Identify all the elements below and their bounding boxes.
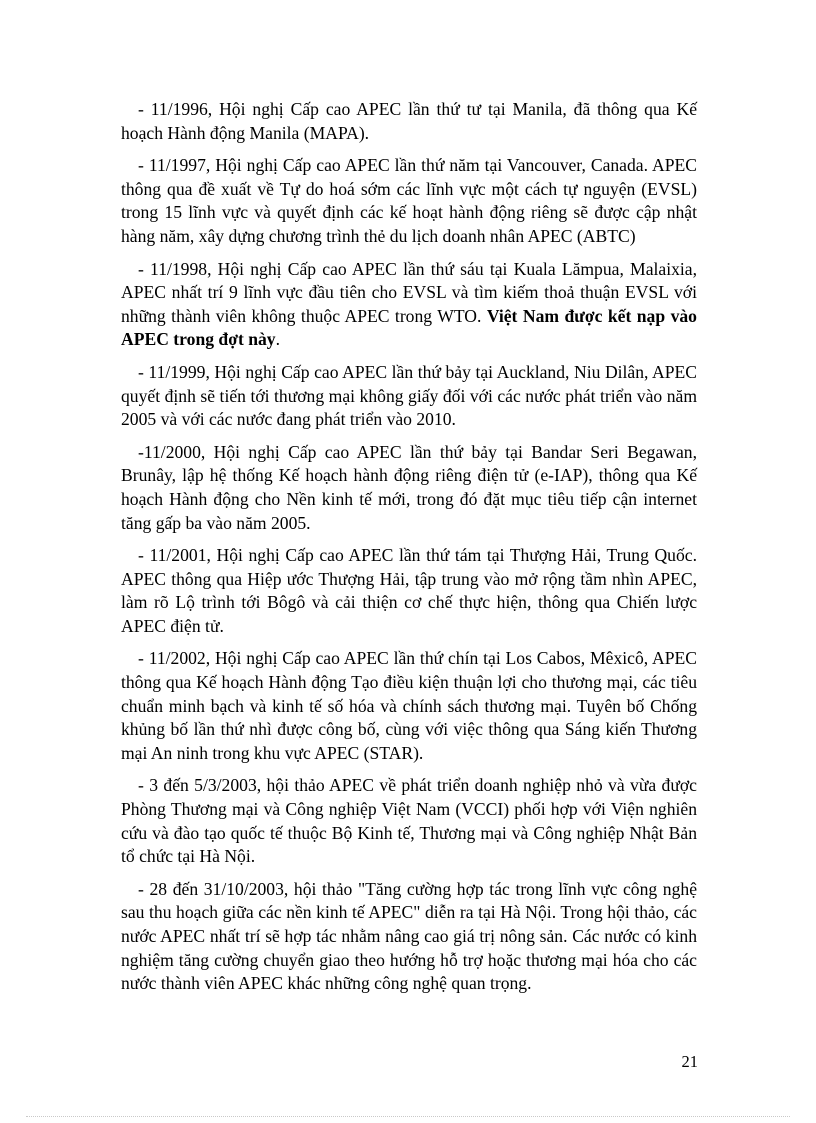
paragraph-march-2003 bbox=[121, 774, 697, 868]
paragraph-text: - 11/1998, Hội nghị Cấp cao APEC lần thứ sáu tại Kuala Lămpua, Malaixia, APEC nhất trí 9 lĩnh vực đầu tiên cho EVSL và tìm kiếm thoả thuận EVSL với những thành viên không thuộc APEC trong WTO. bbox=[121, 258, 697, 326]
paragraph-2001 bbox=[121, 544, 697, 638]
document-body bbox=[121, 98, 697, 1005]
paragraph-text: - 11/2002, Hội nghị Cấp cao APEC lần thứ chín tại Los Cabos, Mêxicô, APEC thông qua Kế hoạch Hành động Tạo điều kiện thuận lợi cho thương mại, các tiêu chuẩn minh bạch và kinh tế số hóa và chính sách thương mại. Tuyên bố Chống khủng bố lần thứ nhì được công bố, cùng với việc thông qua Sáng kiến Thương mại An ninh trong khu vực APEC (STAR). bbox=[121, 648, 697, 763]
paragraph-1996 bbox=[121, 98, 697, 145]
paragraph-text: - 11/1996, Hội nghị Cấp cao APEC lần thứ tư tại Manila, đã thông qua Kế hoạch Hành động Manila (MAPA). bbox=[121, 99, 697, 143]
paragraph-tail: . bbox=[275, 329, 280, 350]
paragraph-october-2003 bbox=[121, 878, 697, 996]
paragraph-1999 bbox=[121, 361, 697, 432]
paragraph-1997 bbox=[121, 154, 697, 248]
page-bottom-divider bbox=[26, 1116, 790, 1117]
paragraph-text: - 28 đến 31/10/2003, hội thảo "Tăng cường hợp tác trong lĩnh vực công nghệ sau thu hoạch giữa các nền kinh tế APEC" diễn ra tại Hà Nội. Trong hội thảo, các nước APEC nhất trí sẽ hợp tác nhằm nâng cao giá trị nông sản. Các nước có kinh nghiệm tăng cường chuyển giao theo hướng hỗ trợ hoặc thương mại hóa cho các nước thành viên APEC khác những công nghệ quan trọng. bbox=[121, 878, 697, 994]
paragraph-2000 bbox=[121, 441, 697, 535]
page-number: 21 bbox=[681, 1052, 698, 1071]
paragraph-text: -11/2000, Hội nghị Cấp cao APEC lần thứ bảy tại Bandar Seri Begawan, Brunây, lập hệ thống Kế hoạch hành động riêng điện tử (e-IAP), thông qua Kế hoạch Hành động cho Nền kinh tế mới, trong đó đặt mục tiêu tiếp cận internet tăng gấp ba vào năm 2005. bbox=[121, 441, 697, 533]
paragraph-1998 bbox=[121, 258, 697, 352]
paragraph-text: - 11/1997, Hội nghị Cấp cao APEC lần thứ năm tại Vancouver, Canada. APEC thông qua đề xuất về Tự do hoá sớm các lĩnh vực một cách tự nguyện (EVSL) trong 15 lĩnh vực và quyết định các kế hoạt hành động riêng sẽ được cập nhật hàng năm, xây dựng chương trình thẻ du lịch doanh nhân APEC (ABTC) bbox=[121, 155, 697, 246]
paragraph-bold-text: Việt Nam được kết nạp vào APEC trong đợt này bbox=[121, 305, 697, 350]
paragraph-2002 bbox=[121, 647, 697, 765]
paragraph-text: - 11/1999, Hội nghị Cấp cao APEC lần thứ bảy tại Auckland, Niu Dilân, APEC quyết định sẽ tiến tới thương mại không giấy đối với các nước phát triển vào năm 2005 và với các nước đang phát triển vào 2010. bbox=[121, 361, 697, 430]
paragraph-text: - 11/2001, Hội nghị Cấp cao APEC lần thứ tám tại Thượng Hải, Trung Quốc. APEC thông qua Hiệp ước Thượng Hải, tập trung vào mở rộng tầm nhìn APEC, làm rõ Lộ trình tới Bôgô và cải thiện cơ chế thực hiện, thông qua Chiến lược APEC điện tử. bbox=[121, 545, 697, 636]
paragraph-text: - 3 đến 5/3/2003, hội thảo APEC về phát triển doanh nghiệp nhỏ và vừa được Phòng Thương mại và Công nghiệp Việt Nam (VCCI) phối hợp với Viện nghiên cứu và đào tạo quốc tế thuộc Bộ Kinh tế, Thương mại và Công nghiệp Nhật Bản tổ chức tại Hà Nội. bbox=[121, 775, 697, 867]
